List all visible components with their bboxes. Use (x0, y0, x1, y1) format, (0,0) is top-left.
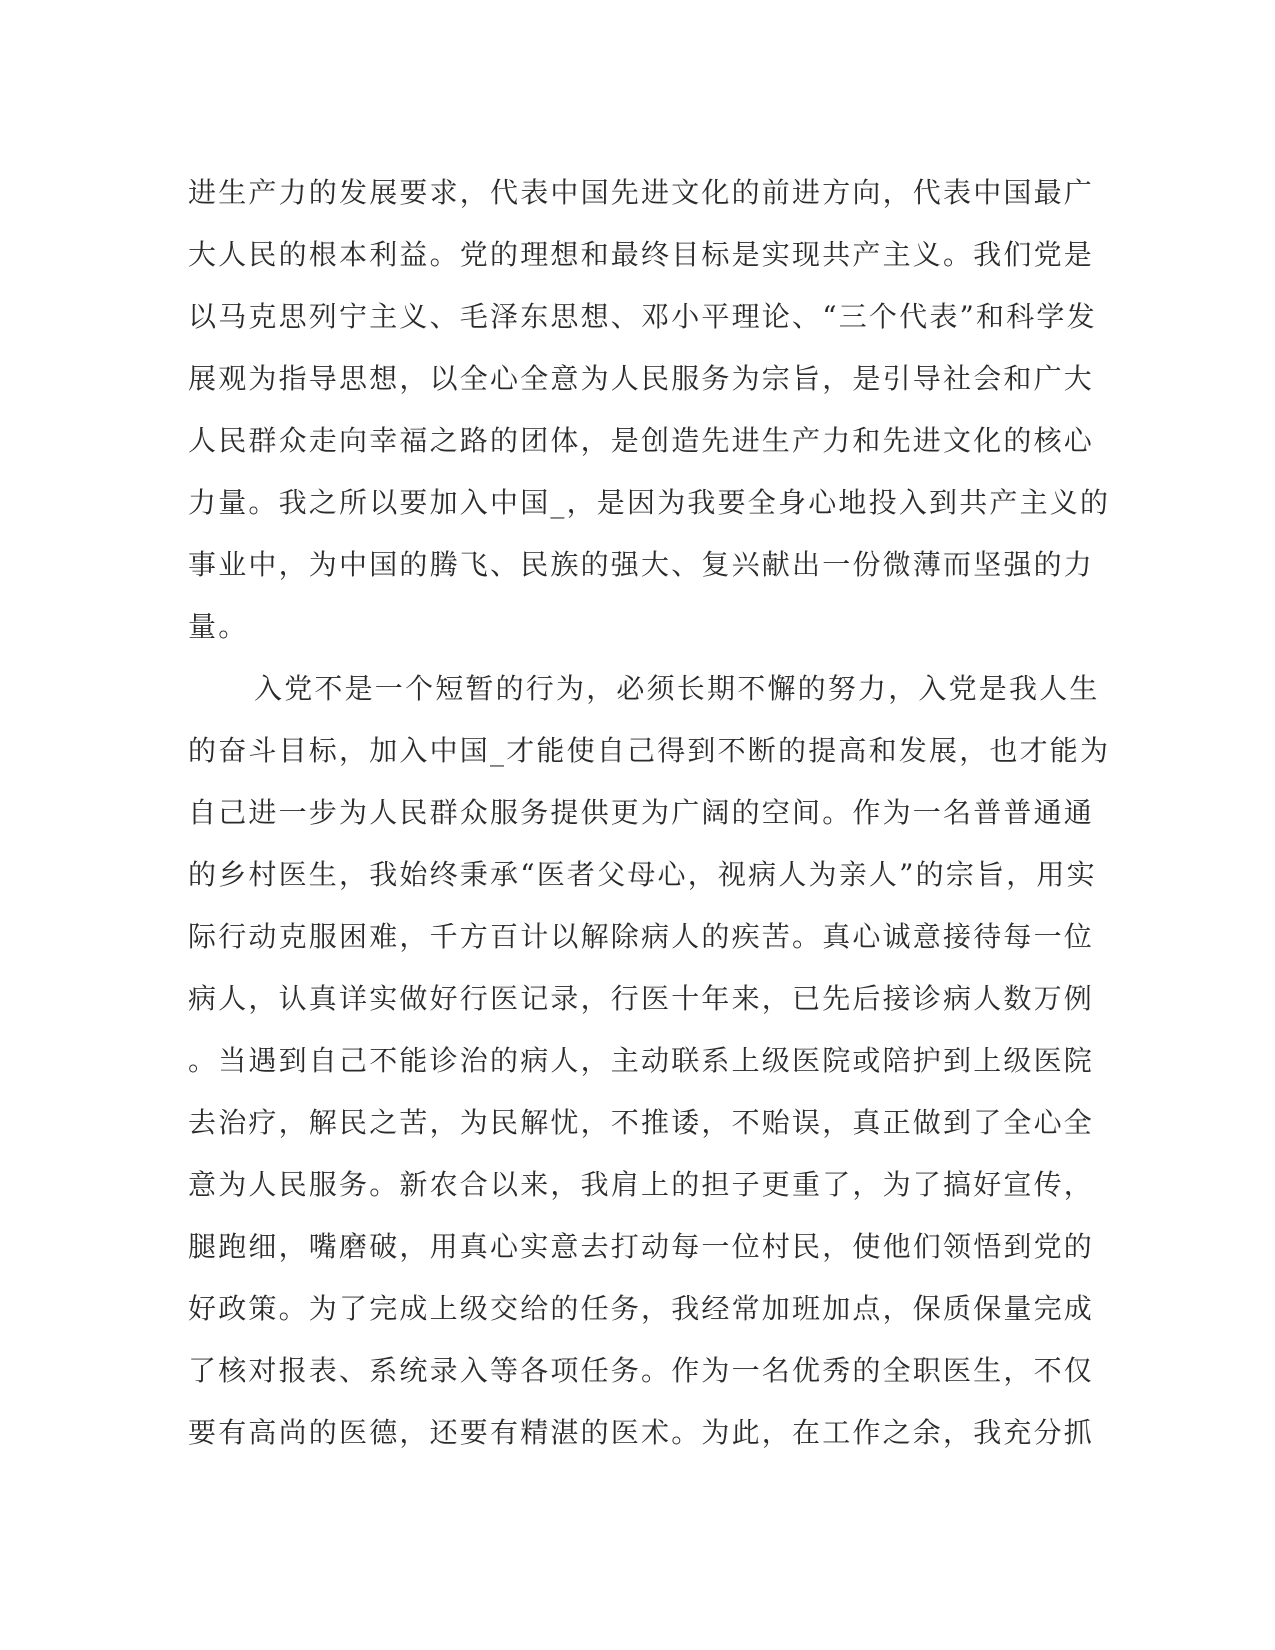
text-line: 要有高尚的医德，还要有精湛的医术。为此，在工作之余，我充分抓 (188, 1416, 1095, 1449)
text-line: 人民群众走向幸福之路的团体，是创造先进生产力和先进文化的核心 (188, 424, 1095, 457)
body-text (188, 162, 1111, 1464)
text-line: 好政策。为了完成上级交给的任务，我经常加班加点，保质保量完成 (188, 1292, 1095, 1325)
text-line: 事业中，为中国的腾飞、民族的强大、复兴献出一份微薄而坚强的力 (188, 548, 1095, 581)
paragraph-start-line: 入党不是一个短暂的行为，必须长期不懈的努力，入党是我人生 (254, 672, 1100, 705)
text-line: 以马克思列宁主义、毛泽东思想、邓小平理论、“三个代表”和科学发 (188, 300, 1097, 333)
text-line: 去治疗，解民之苦，为民解忧，不推诿，不贻误，真正做到了全心全 (188, 1106, 1095, 1139)
text-line: 意为人民服务。新农合以来，我肩上的担子更重了，为了搞好宣传， (188, 1168, 1095, 1201)
text-line: 进生产力的发展要求，代表中国先进文化的前进方向，代表中国最广 (188, 176, 1095, 209)
text-line: 腿跑细，嘴磨破，用真心实意去打动每一位村民，使他们领悟到党的 (188, 1230, 1095, 1263)
text-line: 。当遇到自己不能诊治的病人，主动联系上级医院或陪护到上级医院 (188, 1044, 1095, 1077)
text-line: 大人民的根本利益。党的理想和最终目标是实现共产主义。我们党是 (188, 238, 1095, 271)
text-line: 际行动克服困难，千方百计以解除病人的疾苦。真心诚意接待每一位 (188, 920, 1095, 953)
text-line: 自己进一步为人民群众服务提供更为广阔的空间。作为一名普普通通 (188, 796, 1095, 829)
text-line: 的乡村医生，我始终秉承“医者父母心，视病人为亲人”的宗旨，用实 (188, 858, 1097, 891)
text-line: 量。 (188, 610, 249, 643)
text-line: 展观为指导思想，以全心全意为人民服务为宗旨，是引导社会和广大 (188, 362, 1095, 395)
text-line: 病人，认真详实做好行医记录，行医十年来，已先后接诊病人数万例 (188, 982, 1095, 1015)
text-line: 了核对报表、系统录入等各项任务。作为一名优秀的全职医生，不仅 (188, 1354, 1095, 1387)
text-line: 的奋斗目标，加入中国_才能使自己得到不断的提高和发展，也才能为 (188, 734, 1111, 767)
text-line: 力量。我之所以要加入中国_，是因为我要全身心地投入到共产主义的 (188, 486, 1111, 519)
